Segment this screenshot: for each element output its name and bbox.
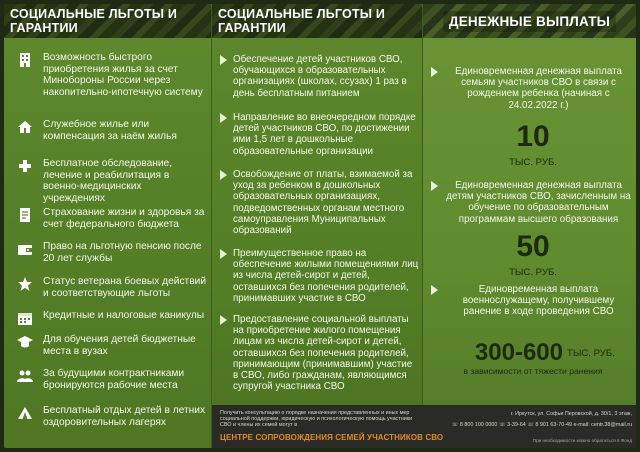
benefit-item — [16, 241, 206, 264]
benefit-text: Служебное жилье или компенсация за наём жилья — [43, 119, 177, 142]
payment-item — [431, 284, 633, 318]
payment-amount: 10 — [516, 120, 550, 153]
benefit-item — [16, 334, 206, 357]
benefit-item — [16, 158, 206, 204]
benefit-text: Право на льготную пенсию после 20 лет службы — [43, 241, 202, 264]
benefit-text: Преимущественное право на обеспечение жилыми помещениями лиц из числа детей-сирот и детей, оставшихся без попечения родителей, принимавших участие в СВО — [233, 248, 419, 304]
medical-cross-icon — [16, 158, 34, 174]
benefit-item — [16, 310, 206, 326]
wallet-icon — [16, 241, 34, 257]
payment-text: Единовременная денежная выплата семьям участников СВО в связи с рождением ребенка (начиная с 24.02.2022 г.) — [455, 66, 622, 111]
benefit-text: Для обучения детей бюджетные места в вузах — [43, 334, 196, 357]
contacts-text: ☏ 8 800 100 0000 ☏ 3-39-64 ☏ 8 901 63-70-49 e-mail: centr.38@mail.ru — [451, 422, 632, 429]
benefit-item — [16, 52, 206, 98]
benefit-item — [220, 314, 420, 392]
benefit-text: Бесплатное обследование, лечение и реабилитация в военно-медицинских учреждениях — [43, 158, 173, 204]
arrow-bullet-icon — [431, 181, 438, 191]
benefit-text: За будущими контрактниками бронируются рабочие места — [43, 368, 185, 391]
arrow-bullet-icon — [220, 315, 227, 325]
footer-info: Получить консультацию о порядке назначения представленных и иных мер социальной поддержки, юридическую и психологическую помощь участники СВО и члены их семей могут в — [220, 410, 413, 429]
benefit-text: Направление во внеочередном порядке детей участников СВО, по достижении ими 1,5 лет в дошкольные образовательные организации — [233, 112, 416, 157]
footer-center-name: ЦЕНТРЕ СОПРОВОЖДЕНИЯ СЕМЕЙ УЧАСТНИКОВ СВО — [220, 433, 444, 442]
people-icon — [16, 368, 34, 384]
arrow-bullet-icon — [431, 67, 438, 77]
benefit-item — [16, 368, 206, 391]
arrow-bullet-icon — [220, 170, 227, 180]
arrow-bullet-icon — [220, 249, 227, 259]
benefit-text: Возможность быстрого приобретения жилья за счет Минобороны России через накопительно-ипотечную систему — [43, 52, 203, 98]
benefit-text: Статус ветерана боевых действий и соответствующие льготы — [43, 276, 207, 299]
column-3-title: ДЕНЕЖНЫЕ ВЫПЛАТЫ — [443, 11, 616, 32]
calendar-icon — [16, 310, 34, 326]
graduation-cap-icon — [16, 334, 34, 350]
payment-unit: ТЫС. РУБ. — [509, 157, 557, 168]
benefit-item — [16, 405, 206, 428]
benefit-item — [16, 207, 206, 230]
tent-icon — [16, 405, 34, 421]
column-2-header — [212, 4, 422, 38]
benefit-text: Бесплатный отдых детей в летних оздоровительных лагерях — [43, 405, 206, 428]
leaflet — [4, 4, 636, 448]
arrow-bullet-icon — [220, 113, 227, 123]
payment-item — [431, 66, 633, 111]
arrow-bullet-icon — [220, 55, 227, 65]
column-1-title: СОЦИАЛЬНЫЕ ЛЬГОТЫ И ГАРАНТИИ — [4, 4, 211, 38]
benefit-item — [220, 248, 420, 304]
building-icon — [16, 52, 34, 68]
payment-text: Единовременная выплата военнослужащему, получившему ранение в ходе проведения СВО — [462, 284, 615, 318]
address-text: г. Иркутск, ул. Софьи Перовской, д. 30/1, 3 этаж, — [510, 411, 632, 417]
benefit-text: Предоставление социальной выплаты на приобретение жилого помещения лицам из числа детей-сирот и детей, оставшихся без попечения родителей, принимающим (принимавшим) участие в СВО, либо гражданам, являющимся супругой участника СВО — [233, 314, 413, 393]
payment-amount: 300-600 — [474, 339, 563, 366]
arrow-bullet-icon — [431, 285, 438, 295]
payment-item — [431, 180, 633, 225]
benefit-item — [220, 54, 420, 99]
payment-unit: ТЫС. РУБ. — [567, 348, 615, 359]
footer-address — [432, 411, 632, 428]
column-1-header — [4, 4, 211, 38]
payment-amount: 50 — [516, 230, 550, 263]
benefit-item — [220, 112, 420, 157]
benefit-text: Страхование жизни и здоровья за счет федерального бюджета — [43, 207, 205, 230]
column-3-header — [423, 4, 636, 38]
document-icon — [16, 207, 34, 223]
benefit-item — [16, 276, 206, 299]
benefits-column-2 — [211, 4, 422, 448]
footer-fine-print: При необходимости можно обратиться в Фонд — [532, 438, 632, 443]
star-icon — [16, 276, 34, 292]
payment-note: в зависимости от тяжести ранения — [463, 366, 603, 376]
footer — [212, 405, 636, 448]
payment-unit: ТЫС. РУБ. — [509, 267, 557, 278]
benefit-item — [16, 119, 206, 142]
house-icon — [16, 119, 34, 135]
benefit-text: Кредитные и налоговые каникулы — [43, 310, 205, 321]
benefits-column-1 — [4, 4, 211, 448]
benefit-text: Освобождение от платы, взимаемой за уход за ребенком в дошкольных образовательных организациях, подведомственных органам местного самоуправления Муниципальных образований — [233, 169, 413, 237]
benefit-text: Обеспечение детей участников СВО, обучающихся в образовательных организациях (школах, ссузах) 1 раз в день бесплатным питанием — [233, 54, 407, 99]
payment-text: Единовременная денежная выплата детям участников СВО, зачисленным на обучение по образовательным программам высшего образования — [446, 180, 631, 225]
benefit-item — [220, 169, 420, 236]
payments-column — [422, 4, 636, 448]
column-2-title: СОЦИАЛЬНЫЕ ЛЬГОТЫ И ГАРАНТИИ — [212, 4, 422, 38]
